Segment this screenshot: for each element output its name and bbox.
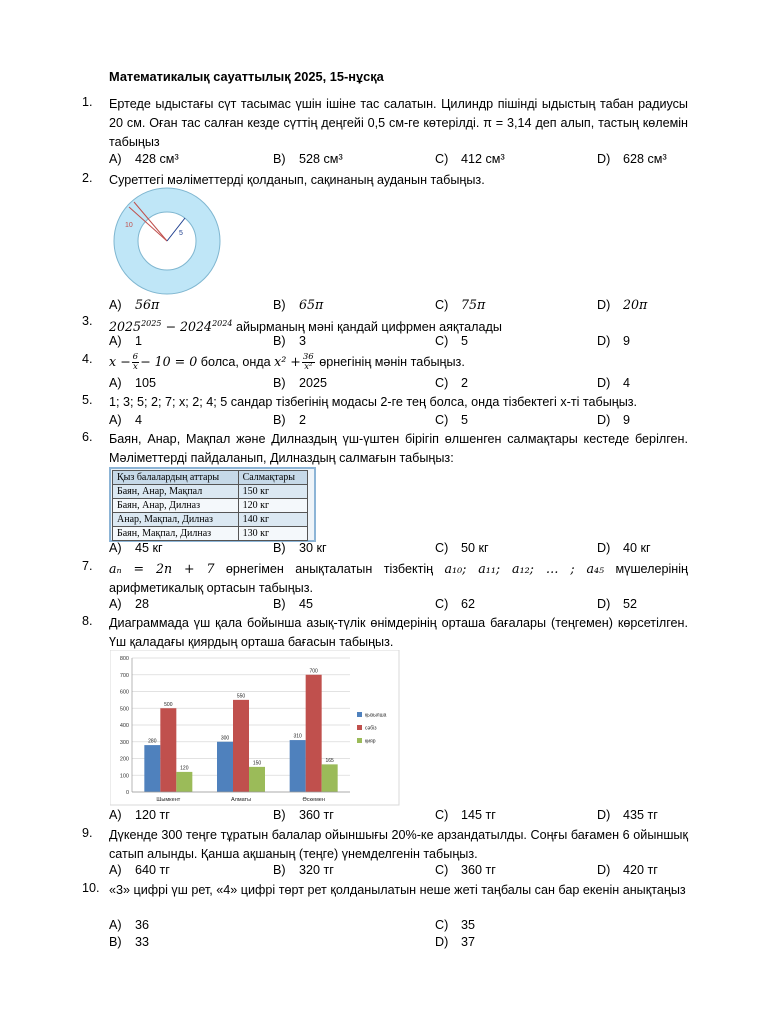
answer-options-10-row1: [109, 918, 689, 936]
y-tick-label: 600: [119, 689, 129, 696]
table-row: Анар, Мақпал, Дилназ 140 кг: [113, 513, 308, 527]
answer-options-3: [109, 334, 689, 352]
x-tick-label: Өскемен: [302, 797, 325, 803]
bar: [249, 767, 265, 792]
page-title: Математикалық сауаттылық 2025, 15-нұсқа: [109, 69, 384, 84]
bar: [176, 772, 192, 792]
fraction: $\frac{6}{x}$: [132, 352, 139, 373]
option-b[interactable]: B) 528 см³: [273, 152, 343, 166]
question-9: [82, 826, 688, 864]
option-b[interactable]: B) 360 тг: [273, 808, 334, 822]
question-text: 1; 3; 5; 2; 7; x; 2; 4; 5 сандар тізбегінің модасы 2-ге тең болса, онда тізбектегі x-ті табыңыз.: [109, 395, 638, 409]
question-text: aₙ = 2n + 7 өрнегімен анықталатын тізбектің a₁₀; a₁₁; a₁₂; … ; a₄₅ мүшелерінің: [109, 561, 688, 576]
option-a[interactable]: A) 45 кг: [109, 541, 163, 555]
answer-options-2: [109, 297, 689, 315]
option-c[interactable]: C) 35: [435, 918, 476, 932]
option-b[interactable]: B) 3: [273, 334, 307, 348]
option-b[interactable]: B) 2: [273, 413, 307, 427]
weights-table: [112, 470, 308, 541]
option-b[interactable]: B) 30 кг: [273, 541, 327, 555]
bar-data-label: 700: [309, 668, 318, 675]
option-a[interactable]: A) 105: [109, 376, 157, 390]
question-text: Баян, Анар, Мақпал және Дилназдың үш-үштен бірігіп өлшенген салмақтары кестеде берілген. Мәліметтерді пайдаланып, Дилназдың салмағын табыңыз:: [109, 432, 688, 465]
legend-swatch: [357, 738, 362, 743]
option-a[interactable]: A) 56π: [109, 297, 160, 312]
option-c[interactable]: C) 5: [435, 413, 469, 427]
table-header: Салмақтары: [238, 471, 307, 485]
question-7: [82, 559, 688, 598]
answer-options-4: [109, 376, 689, 394]
y-tick-label: 700: [119, 672, 129, 679]
y-tick-label: 500: [119, 706, 129, 713]
question-number: 3.: [82, 314, 93, 328]
question-text: Диаграммада үш қала бойынша азық-түлік өнімдерінің орташа бағалары (теңгемен) көрсетілген. Үш қаладағы қиярдың орташа бағасын табыңыз.: [109, 616, 688, 649]
option-d[interactable]: D) 628 см³: [597, 152, 667, 166]
answer-options-6: [109, 541, 689, 559]
question-text: $2025^{2025} - 2024^{2024}$ айырманың мәні қандай цифрмен аяқталады: [109, 319, 502, 335]
question-number: 9.: [82, 826, 93, 840]
bar-data-label: 500: [164, 701, 173, 708]
option-b[interactable]: B) 320 тг: [273, 863, 334, 877]
option-d[interactable]: D) 420 тг: [597, 863, 658, 877]
bar-data-label: 120: [180, 765, 189, 772]
question-8: [82, 614, 688, 652]
option-d[interactable]: D) 52: [597, 597, 638, 611]
question-number: 8.: [82, 614, 93, 628]
question-10: [82, 881, 688, 900]
price-bar-chart: [110, 650, 400, 806]
table-header: Қыз балалардың аттары: [113, 471, 239, 485]
legend-swatch: [357, 725, 362, 730]
bar-data-label: 310: [293, 733, 302, 740]
bar: [217, 742, 233, 792]
question-text: Дүкенде 300 теңге тұратын балалар ойыншығы 20%-ке арзандатылды. Соңғы бағамен 6 ойыншық сатып алынды. Қанша ақшаның (теңге) үнемделгенін табыңыз.: [109, 828, 688, 861]
y-tick-label: 100: [119, 773, 129, 780]
option-d[interactable]: D) 4: [597, 376, 631, 390]
ring-figure: [109, 187, 229, 297]
question-1: [82, 95, 688, 152]
table-row: Баян, Анар, Мақпал 150 кг: [113, 485, 308, 499]
option-a[interactable]: A) 36: [109, 918, 150, 932]
option-d[interactable]: D) 9: [597, 334, 631, 348]
option-b[interactable]: B) 33: [109, 935, 150, 949]
bar-data-label: 300: [220, 735, 230, 742]
answer-options-5: [109, 413, 689, 431]
option-a[interactable]: A) 4: [109, 413, 143, 427]
option-c[interactable]: C) 145 тг: [435, 808, 496, 822]
option-b[interactable]: B) 45: [273, 597, 314, 611]
answer-options-1: [109, 152, 689, 170]
y-tick-label: 300: [119, 739, 129, 746]
answer-options-7: [109, 597, 689, 615]
table-row: Баян, Анар, Дилназ 120 кг: [113, 499, 308, 513]
option-a[interactable]: A) 28: [109, 597, 150, 611]
question-5: [82, 393, 688, 412]
bar-data-label: 280: [148, 738, 157, 745]
option-b[interactable]: B) 65π: [273, 297, 324, 312]
question-number: 6.: [82, 430, 93, 444]
table-row: Баян, Мақпал, Дилназ 130 кг: [113, 527, 308, 541]
option-d[interactable]: D) 40 кг: [597, 541, 651, 555]
question-number: 7.: [82, 559, 93, 573]
question-text-line2: арифметикалық ортасын табыңыз.: [109, 581, 313, 595]
option-a[interactable]: A) 428 см³: [109, 152, 179, 166]
y-tick-label: 400: [119, 723, 129, 729]
bar: [290, 740, 306, 792]
option-c[interactable]: C) 360 тг: [435, 863, 496, 877]
option-c[interactable]: C) 2: [435, 376, 469, 390]
option-c[interactable]: C) 50 кг: [435, 541, 489, 555]
bar: [322, 764, 338, 792]
legend-label: қызылша: [365, 712, 387, 719]
bar: [233, 700, 249, 792]
option-d[interactable]: D) 435 тг: [597, 808, 658, 822]
power-expression: $2025^{2025} - 2024^{2024}$: [109, 319, 233, 335]
question-number: 2.: [82, 171, 93, 185]
question-number: 4.: [82, 352, 93, 366]
x-tick-label: Шымкент: [156, 797, 181, 803]
answer-options-8: [109, 808, 689, 826]
y-tick-label: 0: [125, 790, 129, 796]
question-text: «3» цифрі үш рет, «4» цифрі төрт рет қолданылатын неше жеті таңбалы сан бар екенін анықтаңыз: [109, 883, 686, 897]
bar: [160, 708, 176, 792]
option-a[interactable]: A) 1: [109, 334, 143, 348]
option-c[interactable]: C) 62: [435, 597, 476, 611]
option-c[interactable]: C) 75π: [435, 297, 486, 312]
outer-radius-label: 10: [125, 222, 133, 229]
question-6: [82, 430, 688, 468]
option-c[interactable]: C) 5: [435, 334, 469, 348]
answer-options-9: [109, 863, 689, 881]
option-d[interactable]: D) 20π: [597, 297, 648, 312]
bar: [306, 675, 322, 792]
question-4: [82, 352, 688, 372]
question-text: x − $\frac{6}{x}$ − 10 = 0 болса, онда x² + $\frac{36}{\text{x²}}$ өрнегінің мәнін табыңыз.: [109, 352, 465, 373]
legend-label: сәбіз: [365, 725, 377, 732]
bar-data-label: 550: [236, 693, 246, 700]
question-number: 5.: [82, 393, 93, 407]
bar-data-label: 165: [325, 757, 334, 764]
question-text: Ертеде ыдыстағы сүт тасымас үшін ішіне тас салатын. Цилиндр пішінді ыдыстың табан радиусы 20 см. Оған тас салған кезде сүттің деңгейі 0,5 см-ге көтерілді. π = 3,14 деп алып, тастың көлемін табыңыз: [109, 97, 688, 149]
bar: [144, 745, 160, 792]
legend-label: қияр: [365, 738, 376, 745]
y-tick-label: 200: [119, 756, 129, 763]
question-text: Суреттегі мәліметтерді қолданып, сақинаның ауданын табыңыз.: [109, 173, 485, 187]
option-b[interactable]: B) 2025: [273, 376, 328, 390]
question-number: 1.: [82, 95, 93, 109]
option-d[interactable]: D) 37: [435, 935, 476, 949]
option-a[interactable]: A) 120 тг: [109, 808, 170, 822]
legend-swatch: [357, 712, 362, 717]
fraction: $\frac{36}{\text{x²}}$: [302, 352, 314, 373]
y-tick-label: 800: [119, 656, 129, 662]
answer-options-10-row2: [109, 935, 689, 953]
x-tick-label: Алматы: [230, 797, 252, 803]
option-a[interactable]: A) 640 тг: [109, 863, 170, 877]
question-number: 10.: [82, 881, 100, 895]
bar-data-label: 150: [252, 760, 262, 767]
option-c[interactable]: C) 412 см³: [435, 152, 505, 166]
option-d[interactable]: D) 9: [597, 413, 631, 427]
inner-radius-label: 5: [179, 230, 183, 237]
